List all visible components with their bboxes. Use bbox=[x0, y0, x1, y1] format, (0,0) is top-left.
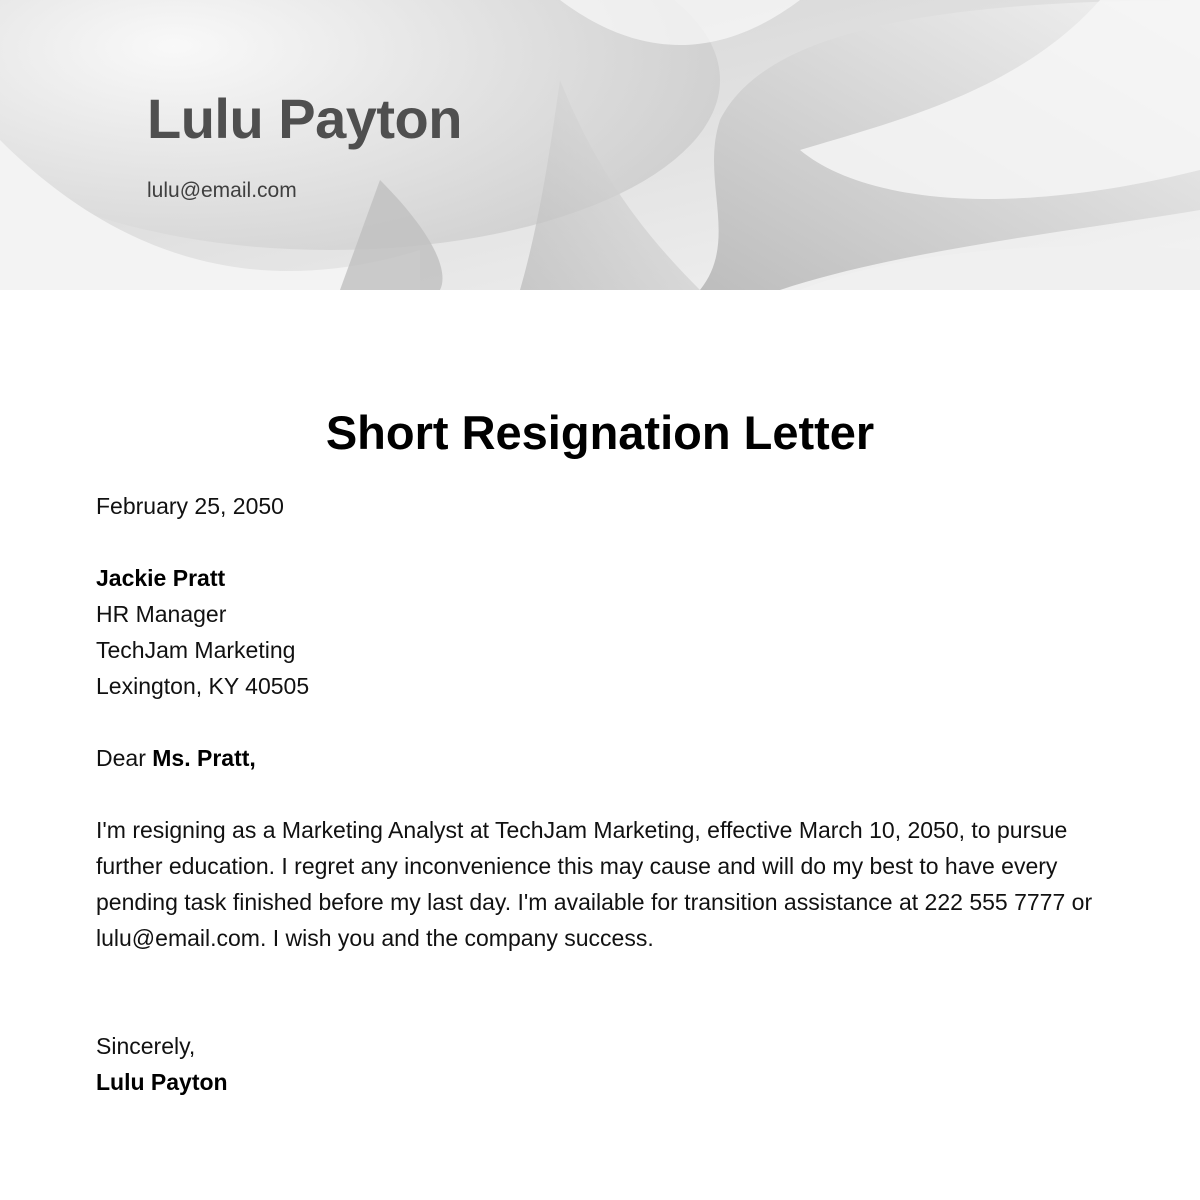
salutation bbox=[96, 740, 1106, 776]
recipient-name: Jackie Pratt bbox=[96, 565, 226, 591]
recipient-company: TechJam Marketing bbox=[96, 637, 296, 663]
sender-email: lulu@email.com bbox=[147, 179, 297, 202]
signature-name: Lulu Payton bbox=[96, 1069, 228, 1095]
salutation-greeting: Dear bbox=[96, 745, 146, 771]
letter-date: February 25, 2050 bbox=[96, 493, 284, 519]
closing-block bbox=[96, 1028, 1106, 1100]
salutation-name: Ms. Pratt, bbox=[152, 745, 256, 771]
recipient-address: Lexington, KY 40505 bbox=[96, 673, 310, 699]
document-title: Short Resignation Letter bbox=[325, 406, 875, 459]
recipient-block bbox=[96, 560, 1106, 704]
letter-body-paragraph: I'm resigning as a Marketing Analyst at TechJam Marketing, effective March 10, 2050, to pursue further education. I regret any inconvenience this may cause and will do my best to have every pending task finished before my last day. I'm available for transition assistance at 222 555 7777 or lulu@email.com. I wish you and the company success. bbox=[96, 817, 1093, 951]
header-banner bbox=[0, 0, 1200, 290]
valediction: Sincerely, bbox=[96, 1033, 196, 1059]
sender-name: Lulu Payton bbox=[147, 87, 462, 150]
recipient-position: HR Manager bbox=[96, 601, 227, 627]
